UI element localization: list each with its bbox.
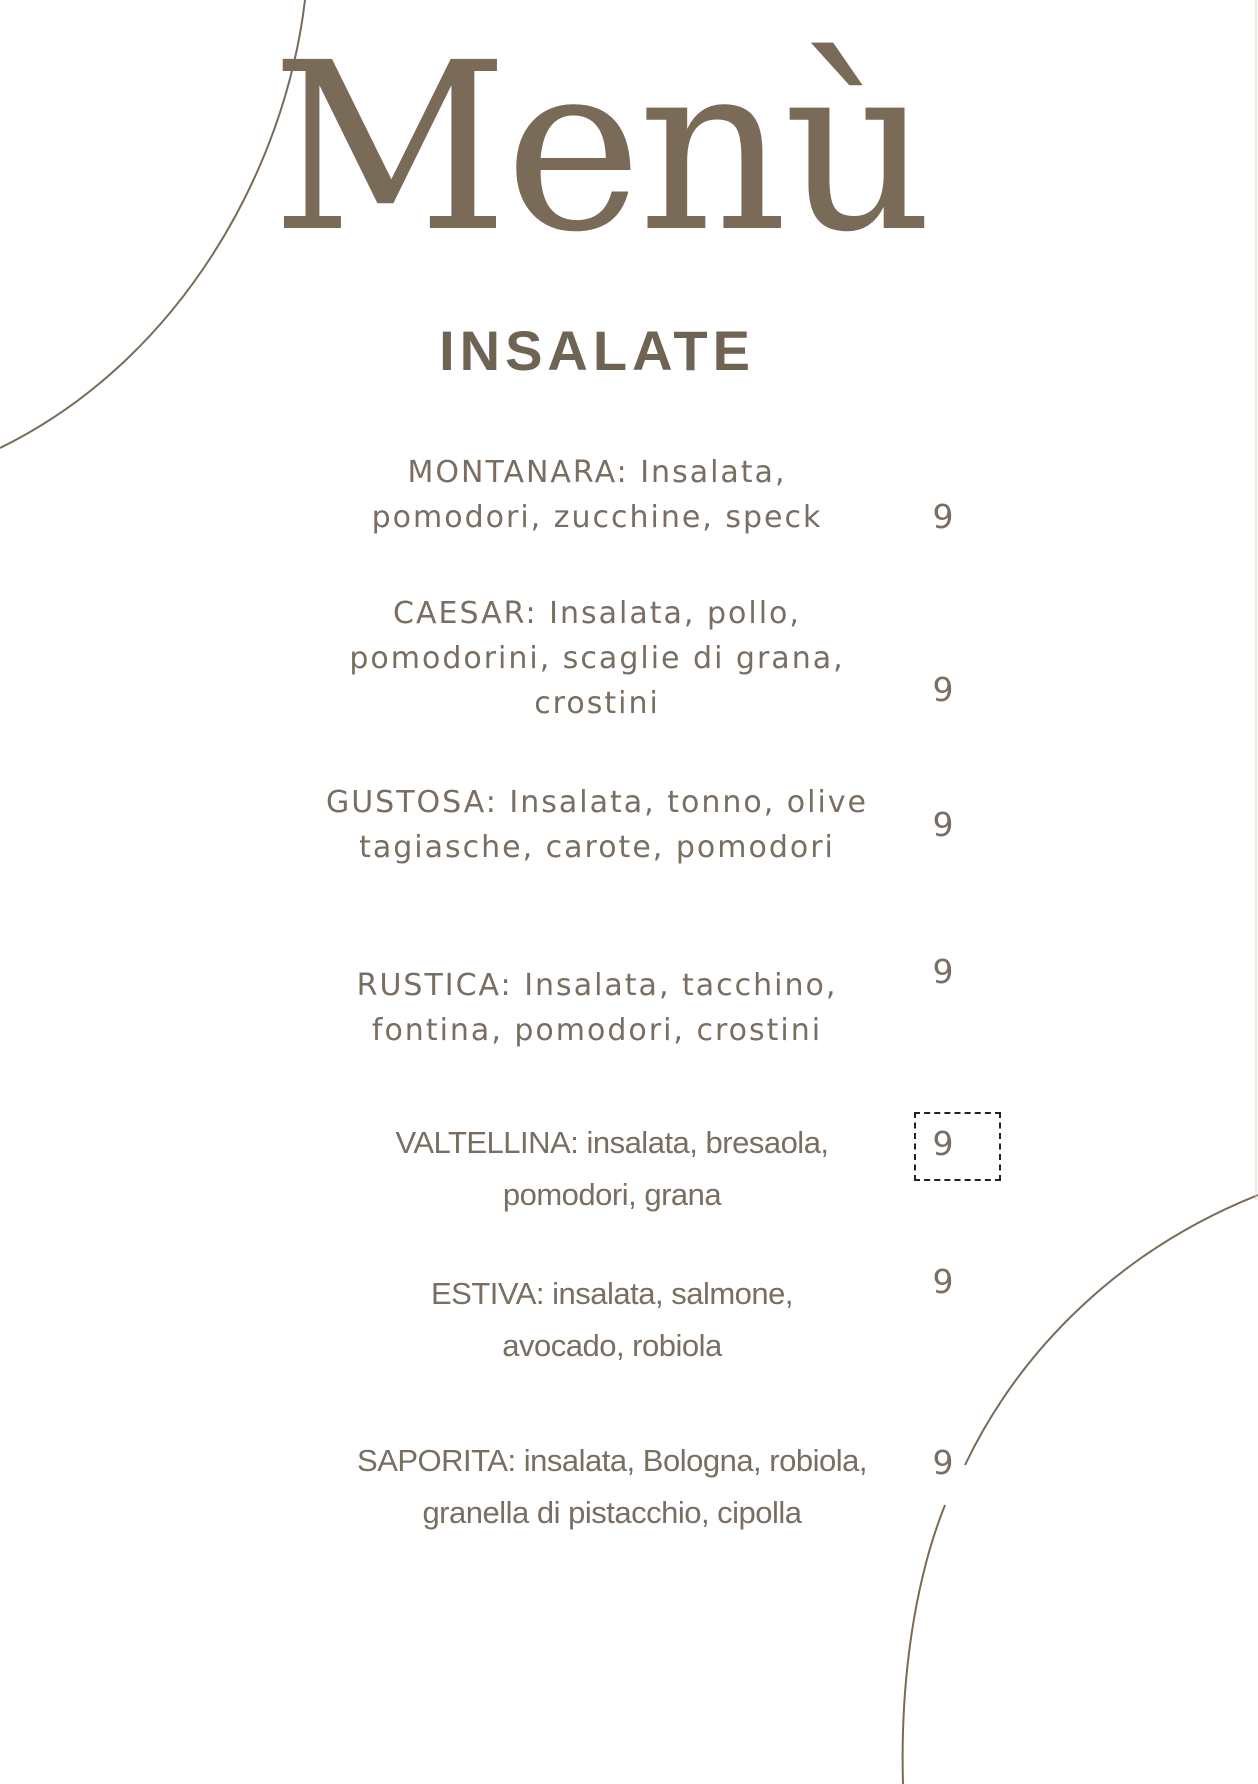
bottom-right-arc-upper [965, 1195, 1258, 1465]
item-line: pomodori, grana [502, 1177, 722, 1212]
menu-item-saporita [292, 1435, 932, 1539]
menu-item-valtellina [292, 1117, 932, 1221]
price-saporita: 9 [932, 1443, 954, 1482]
item-line: avocado, robiola [502, 1328, 722, 1363]
item-line: fontina, pomodori, crostini [371, 1013, 823, 1048]
item-line: tagiasche, carote, pomodori [359, 830, 835, 865]
menu-item-caesar [277, 591, 917, 726]
item-line: granella di pistacchio, cipolla [422, 1495, 802, 1530]
price-valtellina[interactable]: 9 [932, 1124, 954, 1163]
price-gustosa: 9 [932, 805, 954, 844]
item-line: MONTANARA: Insalata, [407, 455, 787, 490]
menu-title: Menù [271, 13, 929, 283]
item-line: CAESAR: Insalata, pollo, [393, 596, 801, 631]
item-line: ESTIVA: insalata, salmone, [430, 1276, 794, 1311]
item-line: GUSTOSA: Insalata, tonno, olive [325, 785, 869, 820]
item-line: RUSTICA: Insalata, tacchino, [356, 968, 838, 1003]
menu-item-rustica [277, 963, 917, 1053]
price-caesar: 9 [932, 670, 954, 709]
selection-box[interactable] [914, 1112, 1001, 1181]
item-line: pomodorini, scaglie di grana, [349, 641, 845, 676]
menu-item-gustosa [277, 780, 917, 870]
menu-item-estiva [292, 1268, 932, 1372]
price-rustica: 9 [932, 952, 954, 991]
price-estiva: 9 [932, 1262, 954, 1301]
section-heading-insalate: INSALATE [439, 319, 755, 382]
item-line: crostini [534, 686, 660, 721]
item-line: SAPORITA: insalata, Bologna, robiola, [357, 1443, 867, 1478]
item-line: pomodori, zucchine, speck [371, 500, 823, 535]
item-line: VALTELLINA: insalata, bresaola, [395, 1125, 829, 1160]
price-montanara: 9 [932, 497, 954, 536]
menu-item-montanara [277, 450, 917, 540]
bottom-right-arc-lower [903, 1505, 945, 1784]
